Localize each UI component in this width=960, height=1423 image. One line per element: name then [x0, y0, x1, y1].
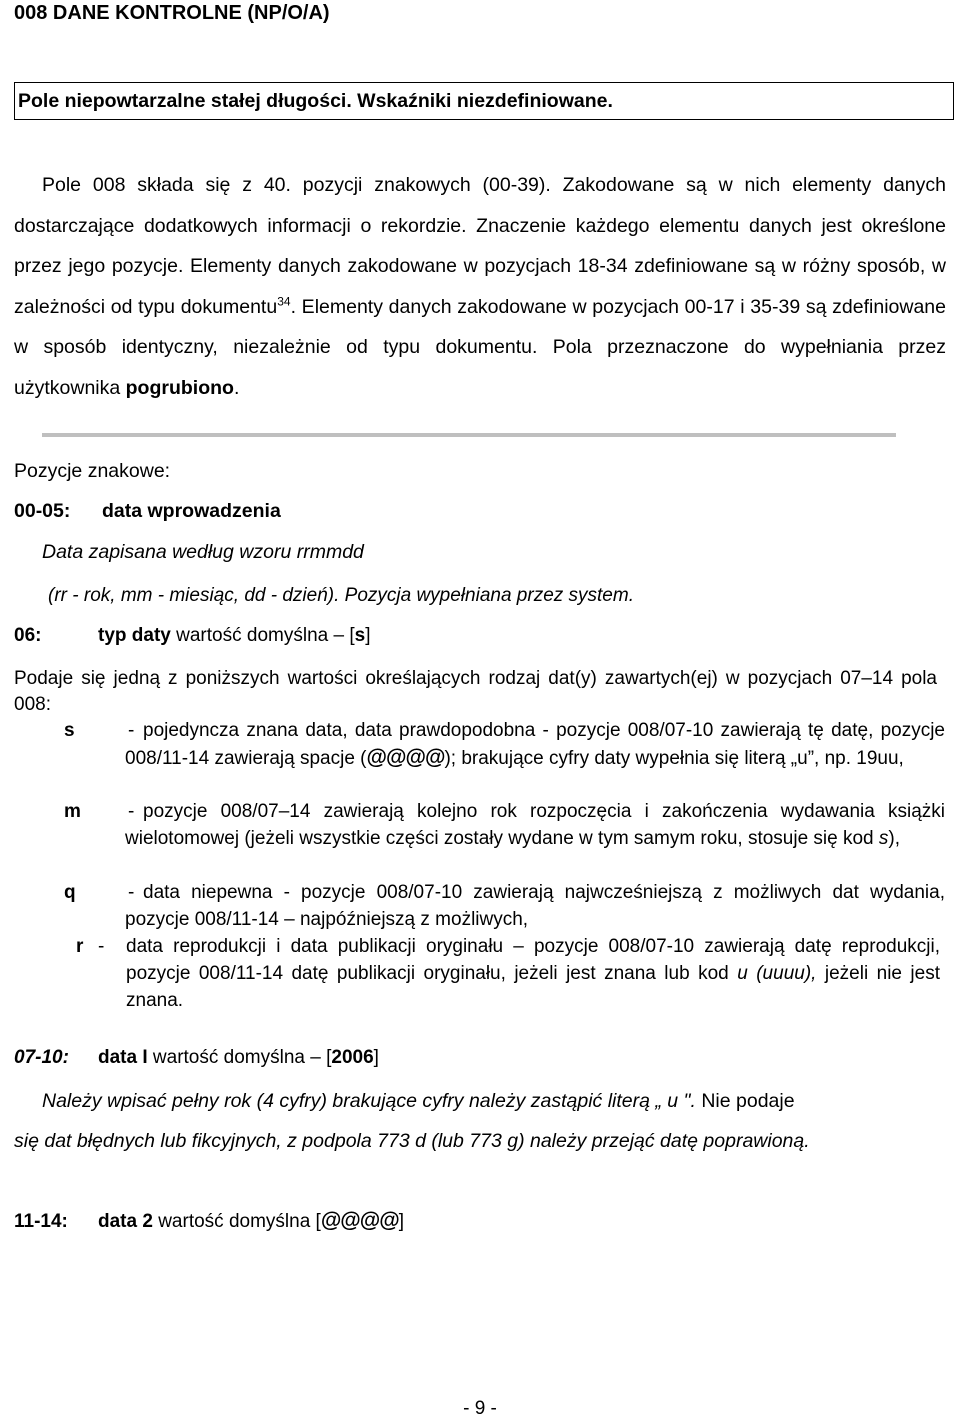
- intro-paragraph: [14, 165, 946, 408]
- pos-06-default-value: s: [354, 625, 366, 646]
- code-r: r: [76, 936, 84, 957]
- pos-07-10-heading: [14, 1047, 379, 1069]
- pos-11-14-code: 11-14:: [14, 1211, 68, 1232]
- item-m-text: [125, 798, 945, 852]
- pos-06-intro: Podaje się jedną z poniższych wartości określających rodzaj dat(y) zawartych(ej) w pozycjach 07–14 pola 008:: [14, 668, 937, 715]
- field-summary-text: Pole niepowtarzalne stałej długości. Wskaźniki niezdefiniowane.: [18, 90, 613, 112]
- item-r-text-i: u: [737, 963, 748, 984]
- intro-end: .: [233, 376, 240, 399]
- pos-00-05-heading: [14, 500, 281, 523]
- pos-06-code: 06:: [14, 625, 42, 646]
- pos-00-05-desc-2: (rr - rok, mm - miesiąc, dd - dzień). Pozycja wypełniana przez system.: [48, 585, 634, 606]
- pos-07-10-default-label: wartość domyślna – [: [152, 1047, 332, 1068]
- positions-heading: Pozycje znakowe:: [14, 460, 171, 482]
- pos-06-heading: [14, 625, 370, 647]
- dash-r: -: [98, 936, 105, 957]
- intro-text-2: . Elementy danych zakodowane w pozycjach 00-17 i 35-39 są zdefiniowane w sposób identyczny, niezależnie od typu dokumentu. Pola przeznaczone do wypełniania przez użytkownika: [14, 295, 947, 399]
- pos-06-name: typ daty: [98, 625, 171, 646]
- pos-11-14-default-value: @@@@: [320, 1209, 399, 1232]
- dash-q: -: [128, 882, 135, 903]
- intro-bold-word: pogrubiono: [125, 376, 234, 399]
- pos-07-10-note-italic: Należy wpisać pełny rok (4 cyfry) brakujące cyfry należy zastąpić literą „ u ".: [42, 1090, 702, 1112]
- code-s: s: [64, 720, 75, 741]
- pos-00-05-desc-1: Data zapisana według wzoru rrmmdd: [42, 541, 364, 563]
- pos-07-10-default-close: ]: [373, 1047, 379, 1068]
- footnote-ref: 34: [277, 294, 291, 308]
- pos-00-05-name: data wprowadzenia: [102, 500, 281, 522]
- separator-line: [42, 433, 896, 437]
- pos-11-14-default-label: wartość domyślna [: [158, 1211, 321, 1232]
- item-m-text-a: pozycje 008/07–14 zawierają kolejno rok rozpoczęcia i zakończenia wydawania książki wielotomowej (jeżeli wszystkie części zostały wydane w tym samym roku, stosuje się kod: [125, 801, 945, 849]
- pos-07-10-note: [14, 1081, 944, 1161]
- pos-06-default-label: wartość domyślna – [: [176, 625, 355, 646]
- pos-07-10-code: 07-10:: [14, 1047, 69, 1068]
- item-m-text-b: ),: [888, 828, 901, 849]
- pos-06-default-close: ]: [365, 625, 371, 646]
- code-q: q: [64, 882, 76, 903]
- pos-11-14-name: data 2: [98, 1211, 153, 1232]
- intro-text-1: Pole 008 składa się z 40. pozycji znakowych (00-39). Zakodowane są w nich elementy danych dostarczające dodatkowych informacji o rekordzie. Znaczenie każdego elementu danych jest określone przez jego pozycje. Elementy danych zakodowane w pozycjach 18-34 zdefiniowane są w różny sposób, w zależności od typu dokumentu: [14, 174, 946, 318]
- code-m: m: [64, 801, 81, 822]
- item-m-text-i: s: [878, 828, 889, 849]
- item-r-text-b: jeżeli nie jest znana.: [126, 963, 940, 1011]
- pos-00-05-code: 00-05:: [14, 500, 71, 522]
- page-number: - 9 -: [463, 1398, 497, 1419]
- pos-11-14-default-close: ]: [398, 1211, 405, 1232]
- dash-m: -: [128, 801, 135, 822]
- pos-11-14-heading: [14, 1209, 404, 1233]
- pos-07-10-note-normal: Nie podaje: [701, 1090, 795, 1112]
- item-s-at: @@@@: [366, 746, 445, 769]
- page-title: 008 DANE KONTROLNE (NP/O/A): [14, 2, 330, 24]
- dash-s: -: [128, 720, 135, 741]
- item-q-text: data niepewna - pozycje 008/07-10 zawierają najwcześniejszą z możliwych dat wydania, pozycje 008/11-14 – najpóźniejszą z możliwych,: [125, 882, 945, 930]
- item-s-text-a: pojedyncza znana data, data prawdopodobna - pozycje 008/07-10 zawierają tę datę, pozycje 008/11-14 zawierają spacje (: [125, 720, 945, 769]
- item-s-text-b: ); brakujące cyfry daty wypełnia się literą „u”, np. 19uu,: [444, 748, 904, 769]
- field-summary-box: [14, 82, 954, 120]
- item-r-text-i2: (uuuu),: [747, 963, 817, 984]
- pos-07-10-default-value: 2006: [331, 1047, 374, 1068]
- item-r-text-a: data reprodukcji i data publikacji oryginału – pozycje 008/07-10 zawierają datę reprodukcji, pozycje 008/11-14 datę publikacji oryginału, jeżeli jest znana lub kod: [126, 936, 940, 984]
- pos-07-10-note-rest: się dat błędnych lub fikcyjnych, z podpola 773 d (lub 773 g) należy przejąć datę poprawioną.: [14, 1130, 810, 1152]
- pos-07-10-name: data I: [98, 1047, 148, 1068]
- item-r-text: [126, 933, 940, 1014]
- item-s-text: [125, 717, 945, 772]
